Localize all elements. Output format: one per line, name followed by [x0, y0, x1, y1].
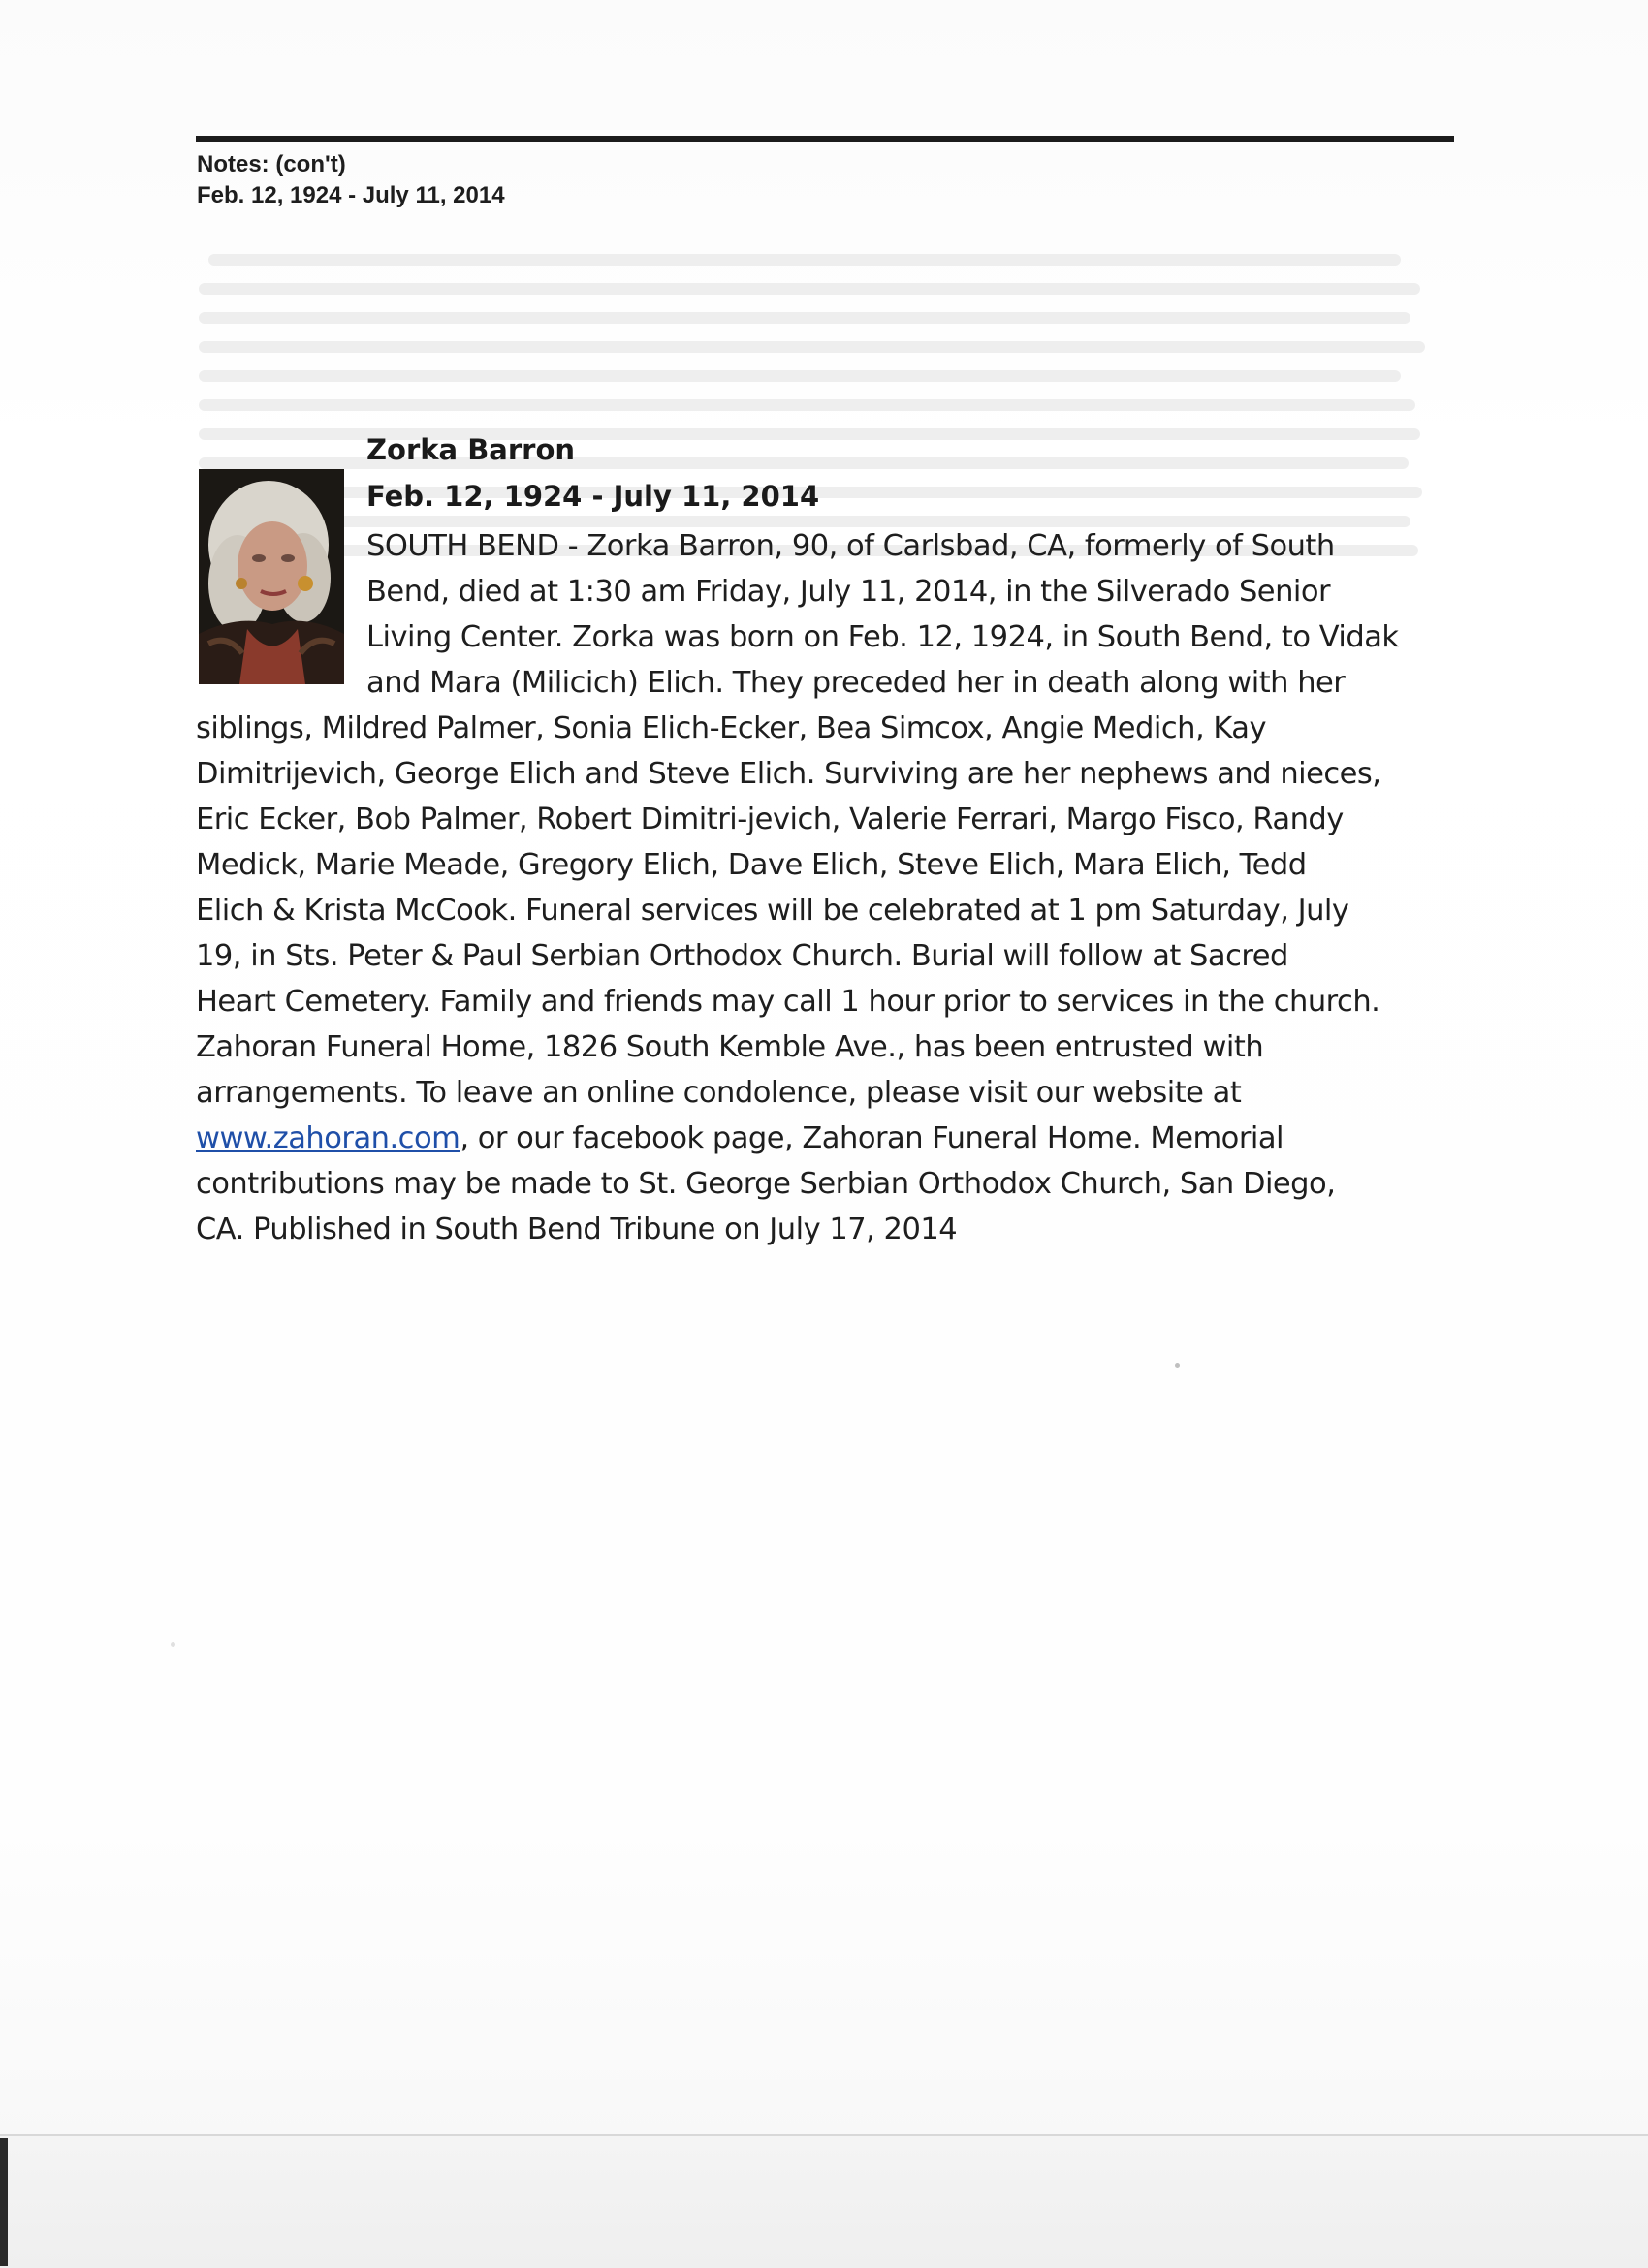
- obituary-line: Eric Ecker, Bob Palmer, Robert Dimitri-jevich, Valerie Ferrari, Margo Fisco, Randy: [196, 803, 1344, 836]
- portrait-photo: [199, 469, 344, 684]
- obituary-line: Living Center. Zorka was born on Feb. 12, 1924, in South Bend, to Vidak: [366, 620, 1399, 654]
- obituary-line: arrangements. To leave an online condolence, please visit our website at: [196, 1076, 1242, 1110]
- obituary-line: Zahoran Funeral Home, 1826 South Kemble Ave., has been entrusted with: [196, 1030, 1264, 1064]
- obituary-line: Bend, died at 1:30 am Friday, July 11, 2014, in the Silverado Senior: [366, 575, 1331, 609]
- obituary-line: SOUTH BEND - Zorka Barron, 90, of Carlsbad, CA, formerly of South: [366, 529, 1335, 563]
- obituary-line: 19, in Sts. Peter & Paul Serbian Orthodox Church. Burial will follow at Sacred: [196, 939, 1288, 973]
- obituary-line: siblings, Mildred Palmer, Sonia Elich-Ecker, Bea Simcox, Angie Medich, Kay: [196, 711, 1267, 745]
- obituary-line: and Mara (Milicich) Elich. They preceded her in death along with her: [366, 666, 1346, 700]
- obituary-line: Dimitrijevich, George Elich and Steve Elich. Surviving are her nephews and nieces,: [196, 757, 1381, 791]
- obituary-line: contributions may be made to St. George Serbian Orthodox Church, San Diego,: [196, 1167, 1336, 1201]
- scan-bottom-edge: [0, 2134, 1648, 2268]
- obituary-line: Elich & Krista McCook. Funeral services will be celebrated at 1 pm Saturday, July: [196, 894, 1349, 928]
- obituary-line: Heart Cemetery. Family and friends may call 1 hour prior to services in the church.: [196, 985, 1380, 1019]
- header-date-range: Feb. 12, 1924 - July 11, 2014: [197, 182, 505, 208]
- life-dates: Feb. 12, 1924 - July 11, 2014: [366, 480, 820, 513]
- link-line-rest: , or our facebook page, Zahoran Funeral Home. Memorial: [460, 1121, 1284, 1155]
- header-rule: [196, 136, 1454, 142]
- scan-speck: [171, 1642, 175, 1647]
- obituary-line: Medick, Marie Meade, Gregory Elich, Dave Elich, Steve Elich, Mara Elich, Tedd: [196, 848, 1307, 882]
- obituary-heading: [366, 426, 819, 520]
- notes-header: [197, 149, 505, 211]
- deceased-name: Zorka Barron: [366, 433, 576, 466]
- obituary-line: CA. Published in South Bend Tribune on July 17, 2014: [196, 1213, 958, 1246]
- scan-speck: [1175, 1363, 1180, 1368]
- scan-left-edge-shadow: [0, 2138, 8, 2266]
- obituary-link-line: [196, 1121, 1284, 1155]
- funeral-home-website-link[interactable]: www.zahoran.com: [196, 1121, 460, 1155]
- notes-label: Notes: (con't): [197, 151, 346, 177]
